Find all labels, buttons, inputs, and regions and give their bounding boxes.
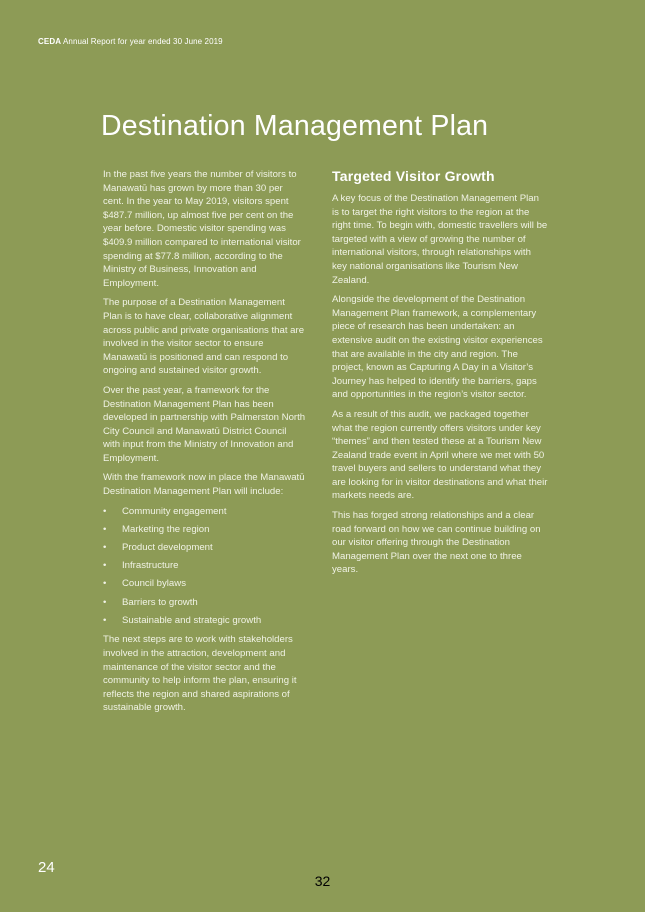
- bullet-icon: •: [103, 542, 107, 554]
- running-header: [38, 37, 223, 46]
- section-heading: Targeted Visitor Growth: [332, 168, 495, 184]
- right-paragraph-2: Alongside the development of the Destination Management Plan framework, a complementary piece of research has been undertaken: an extensive audit on the existing visitor experiences that are available in the city and region. The project, known as Capturing A Day in a Visitor’s Journey has helped to identify the barriers, gaps and opportunities in the region’s visitor sector.: [332, 294, 543, 401]
- list-item: [103, 614, 306, 628]
- list-item: [103, 505, 306, 519]
- pdf-page-number: 32: [314, 873, 331, 889]
- bullet-icon: •: [103, 596, 107, 608]
- right-paragraph-4: This has forged strong relationships and a clear road forward on how we can continue building on our visitor offering through the Destination Management Plan over the next one to three years.: [332, 510, 541, 576]
- list-item: [103, 541, 306, 555]
- right-column: [332, 167, 548, 583]
- right-paragraph-1: A key focus of the Destination Management Plan is to target the right visitors to the region at the right time. To begin with, domestic travellers will be targeted with a view of growing the number of international visitors, through relationships with key national organisations like Tourism New Zealand.: [332, 193, 548, 286]
- left-paragraph-3: Over the past year, a framework for the Destination Management Plan has been developed in partnership with Palmerston North City Council and Manawatū District Council with input from the Ministry of Innovation and Employment.: [103, 384, 306, 464]
- list-item-text: Sustainable and strategic growth: [122, 614, 262, 626]
- page-title: Destination Management Plan: [101, 110, 489, 142]
- header-subtitle: Annual Report for year ended 30 June 2019: [62, 37, 223, 46]
- left-closing-paragraph: The next steps are to work with stakeholders involved in the attraction, development and maintenance of the visitor sector and the community to help inform the plan, ensuring it reflects the region and shared aspirations of sustainable growth.: [103, 634, 297, 714]
- bullet-icon: •: [103, 578, 107, 590]
- list-item-text: Infrastructure: [122, 560, 179, 572]
- list-item: [103, 577, 306, 591]
- list-item: [103, 596, 306, 610]
- list-item-text: Council bylaws: [122, 578, 186, 590]
- list-item: [103, 559, 306, 573]
- plan-items-list: [103, 505, 306, 628]
- right-paragraph-3: As a result of this audit, we packaged together what the region currently offers visitors under key “themes” and then tested these at a Tourism New Zealand trade event in April where we met with 50 travel buyers and sellers to understand what they are looking for in visitor destinations and what their markets needs are.: [332, 408, 548, 502]
- list-item: [103, 523, 306, 537]
- list-item-text: Product development: [122, 542, 213, 554]
- left-column: [103, 168, 306, 721]
- left-paragraph-4: With the framework now in place the Manawatū Destination Management Plan will include:: [103, 472, 305, 498]
- bullet-icon: •: [103, 614, 107, 626]
- left-paragraph-1: In the past five years the number of visitors to Manawatū has grown by more than 30 per cent. In the year to May 2019, visitors spent $487.7 million, up almost five per cent on the year before. Domestic visitor spending was $409.9 million compared to international visitor spending at $77.8 million, according to the Ministry of Business, Innovation and Employment.: [103, 169, 301, 289]
- bullet-icon: •: [103, 523, 107, 535]
- bullet-icon: •: [103, 505, 107, 517]
- left-paragraph-2: The purpose of a Destination Management Plan is to have clear, collaborative alignment across public and private organisations that are involved in the visitor sector to ensure Manawatū is positioned and can respond to ongoing and sustained visitor growth.: [103, 297, 305, 377]
- list-item-text: Marketing the region: [122, 523, 210, 535]
- list-item-text: Barriers to growth: [122, 596, 198, 608]
- bullet-icon: •: [103, 560, 107, 572]
- page-number: 24: [38, 859, 55, 876]
- header-org: CEDA: [38, 37, 62, 46]
- list-item-text: Community engagement: [122, 505, 227, 517]
